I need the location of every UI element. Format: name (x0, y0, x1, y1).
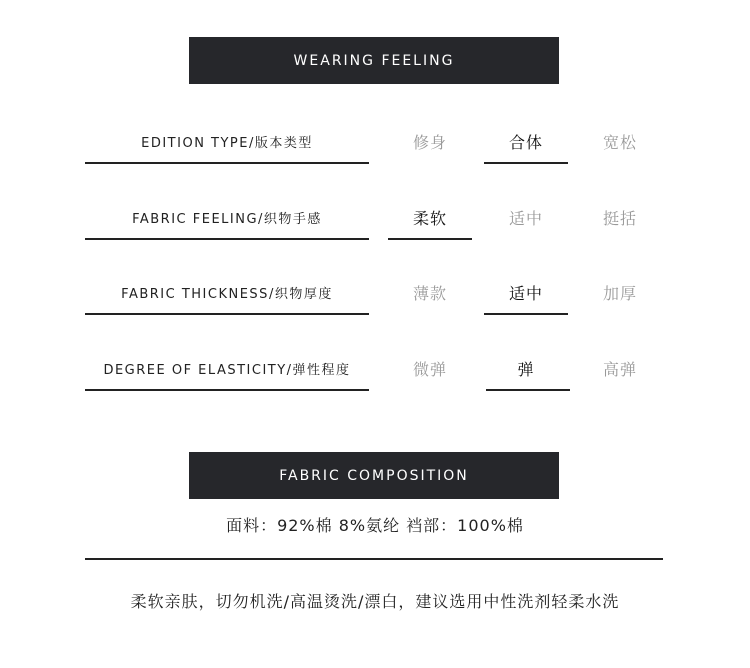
care-instructions: 柔软亲肤，切勿机洗/高温烫洗/漂白，建议选用中性洗剂轻柔水洗 (130, 591, 620, 611)
elasticity-option-slight: 微弹 (412, 359, 447, 379)
thickness-option-thin: 薄款 (412, 283, 447, 303)
fabric-composition-banner (189, 452, 559, 499)
fabric-feeling-label: FABRIC FEELING/织物手感 (132, 211, 322, 227)
feeling-option-stiff: 挺括 (602, 208, 637, 228)
feeling-selected-underline (388, 238, 472, 240)
feeling-option-soft: 柔软 (412, 208, 447, 228)
wearing-feeling-title: WEARING FEELING (293, 52, 455, 69)
edition-type-row (0, 120, 750, 170)
fabric-thickness-row (0, 271, 750, 321)
edition-type-label: EDITION TYPE/版本类型 (141, 135, 313, 151)
edition-option-regular: 合体 (508, 132, 543, 152)
elasticity-row (0, 347, 750, 397)
fabric-thickness-label: FABRIC THICKNESS/织物厚度 (121, 286, 333, 302)
composition-text: 面料：92%棉 8%氨纶 裆部：100%棉 (226, 515, 524, 535)
edition-type-underline (85, 162, 369, 164)
edition-option-slim: 修身 (412, 132, 447, 152)
thickness-selected-underline (484, 313, 568, 315)
elasticity-label: DEGREE OF ELASTICITY/弹性程度 (103, 362, 351, 378)
edition-selected-underline (484, 162, 568, 164)
fabric-feeling-row (0, 196, 750, 246)
thickness-option-medium: 适中 (508, 283, 543, 303)
elasticity-underline (85, 389, 369, 391)
feeling-option-medium: 适中 (508, 208, 543, 228)
section-divider (85, 558, 663, 560)
edition-option-loose: 宽松 (602, 132, 637, 152)
elasticity-option-stretch: 弹 (517, 359, 535, 379)
wearing-feeling-banner (189, 37, 559, 84)
fabric-thickness-underline (85, 313, 369, 315)
elasticity-option-high: 高弹 (602, 359, 637, 379)
elasticity-selected-underline (486, 389, 570, 391)
fabric-feeling-underline (85, 238, 369, 240)
thickness-option-thick: 加厚 (602, 283, 637, 303)
fabric-composition-title: FABRIC COMPOSITION (279, 467, 469, 484)
